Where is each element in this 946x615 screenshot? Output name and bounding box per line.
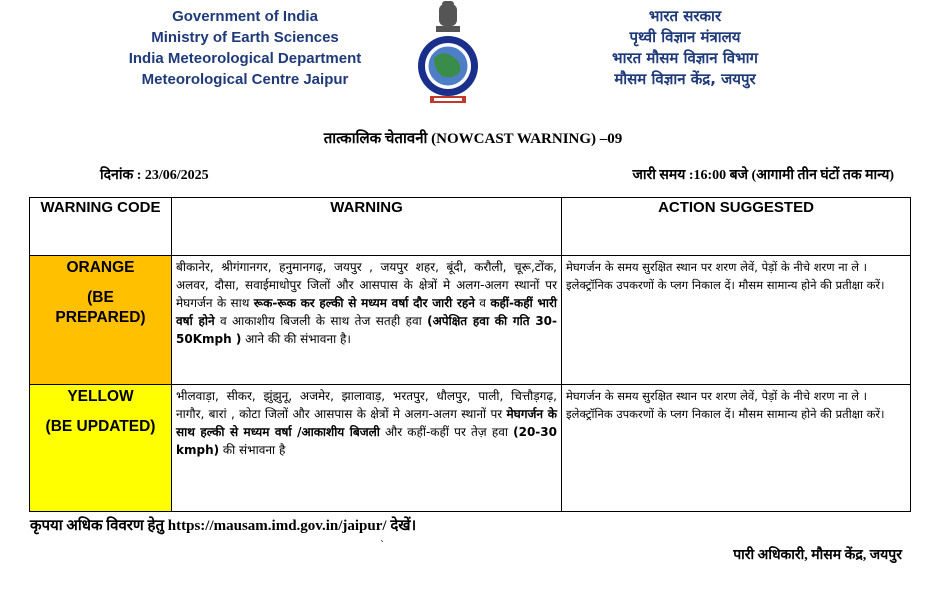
code-action: (BE PREPARED) (55, 289, 146, 326)
header-hi-line-2: पृथ्वी विज्ञान मंत्रालय (629, 28, 741, 46)
warning-table (29, 197, 911, 512)
table-header-row (30, 198, 911, 256)
imd-emblem-icon (412, 0, 484, 108)
code-action: (BE UPDATED) (45, 418, 156, 435)
header-hi-line-4: मौसम विज्ञान केंद्र, जयपुर (614, 70, 756, 88)
warning-text-part: आने की की संभावना है। (241, 332, 351, 346)
warning-text-part: और कहीं-कहीं पर तेज़ हवा (379, 425, 514, 439)
date-line: दिनांक : 23/06/2025 (100, 168, 209, 183)
details-link-line[interactable]: कृपया अधिक विवरण हेतु https://mausam.imd.gov.in/jaipur/ देखें। (30, 518, 417, 534)
header-hi-line-3: भारत मौसम विज्ञान विभाग (612, 49, 758, 67)
warning-text-part: व (474, 296, 491, 310)
action-text: मेघगर्जन के समय सुरक्षित स्थान पर शरण लेवें, पेड़ों के नीचे शरण ना ले । इलेक्ट्रॉनिक उपकरणों के प्लग निकाल दें। मौसम सामान्य होने की प्रतीक्षा करें। (562, 256, 911, 385)
header-action: ACTION SUGGESTED (562, 198, 911, 256)
header-en-line-4: Meteorological Centre Jaipur (141, 71, 349, 88)
page-title: तात्कालिक चेतावनी (NOWCAST WARNING) –09 (323, 131, 623, 147)
warning-text-bold: रूक-रूक कर हल्की से मध्यम वर्षा दौर जारी रहने (253, 296, 475, 310)
header-hi-line-1: भारत सरकार (648, 7, 722, 25)
header-warning: WARNING (172, 198, 562, 256)
signature-line: पारी अधिकारी, मौसम केंद्र, जयपुर (733, 548, 902, 563)
warning-text-part: बीकानेर, श्रीगंगानगर, हनुमानगढ़, जयपुर , जयपुर शहर, बूंदी, करौली, चूरू,टोंक, अलवर, दौसा, सवाईमाधोपुर जिलों और आसपास के क्षेत्रों मे अलग-अलग स्थानों पर मेघगर्जन के साथ (176, 260, 557, 310)
warning-text (172, 385, 562, 512)
header-hindi (560, 6, 810, 90)
header-en-line-2: Ministry of Earth Sciences (151, 29, 339, 46)
warning-code-yellow (30, 385, 172, 512)
warning-text-part: भीलवाड़ा, सीकर, झुंझुनू, अजमेर, झालावाड़, भरतपुर, धौलपुर, पाली, चित्तौड़गढ़, नागौर, बारां , कोटा जिलों और आसपास के क्षेत्रों मे अलग-अलग स्थानों पर (176, 389, 557, 421)
table-row (30, 256, 911, 385)
action-text: मेघगर्जन के समय सुरक्षित स्थान पर शरण लेवें, पेड़ों के नीचे शरण ना ले । इलेक्ट्रॉनिक उपकरणों के प्लग निकाल दें। मौसम सामान्य होने की प्रतीक्षा करें। (562, 385, 911, 512)
warning-text-part: की संभावना है (219, 443, 286, 457)
warning-text-bold: (अपेक्षित हवा की गति 30-50Kmph ) (176, 314, 558, 346)
warning-text-bold: (20-30 kmph) (176, 425, 557, 457)
warning-text-part: व आकाशीय बिजली के साथ तेज सतही हवा (214, 314, 428, 328)
warning-text-bold: मेघगर्जन के साथ हल्की से मध्यम वर्षा /आकाशीय बिजली (176, 407, 557, 439)
warning-code-orange (30, 256, 172, 385)
code-level: YELLOW (67, 388, 134, 405)
warning-text-bold: कहीं-कहीं भारी वर्षा होने (176, 296, 557, 328)
stray-mark: ` (380, 540, 385, 551)
header-english (95, 6, 395, 90)
header-en-line-1: Government of India (172, 8, 318, 25)
header-en-line-3: India Meteorological Department (128, 50, 362, 67)
table-row (30, 385, 911, 512)
code-level: ORANGE (66, 259, 135, 276)
warning-text (172, 256, 562, 385)
issue-time-line: जारी समय :16:00 बजे (आगामी तीन घंटों तक मान्य) (632, 168, 894, 183)
header-warning-code: WARNING CODE (30, 198, 172, 256)
